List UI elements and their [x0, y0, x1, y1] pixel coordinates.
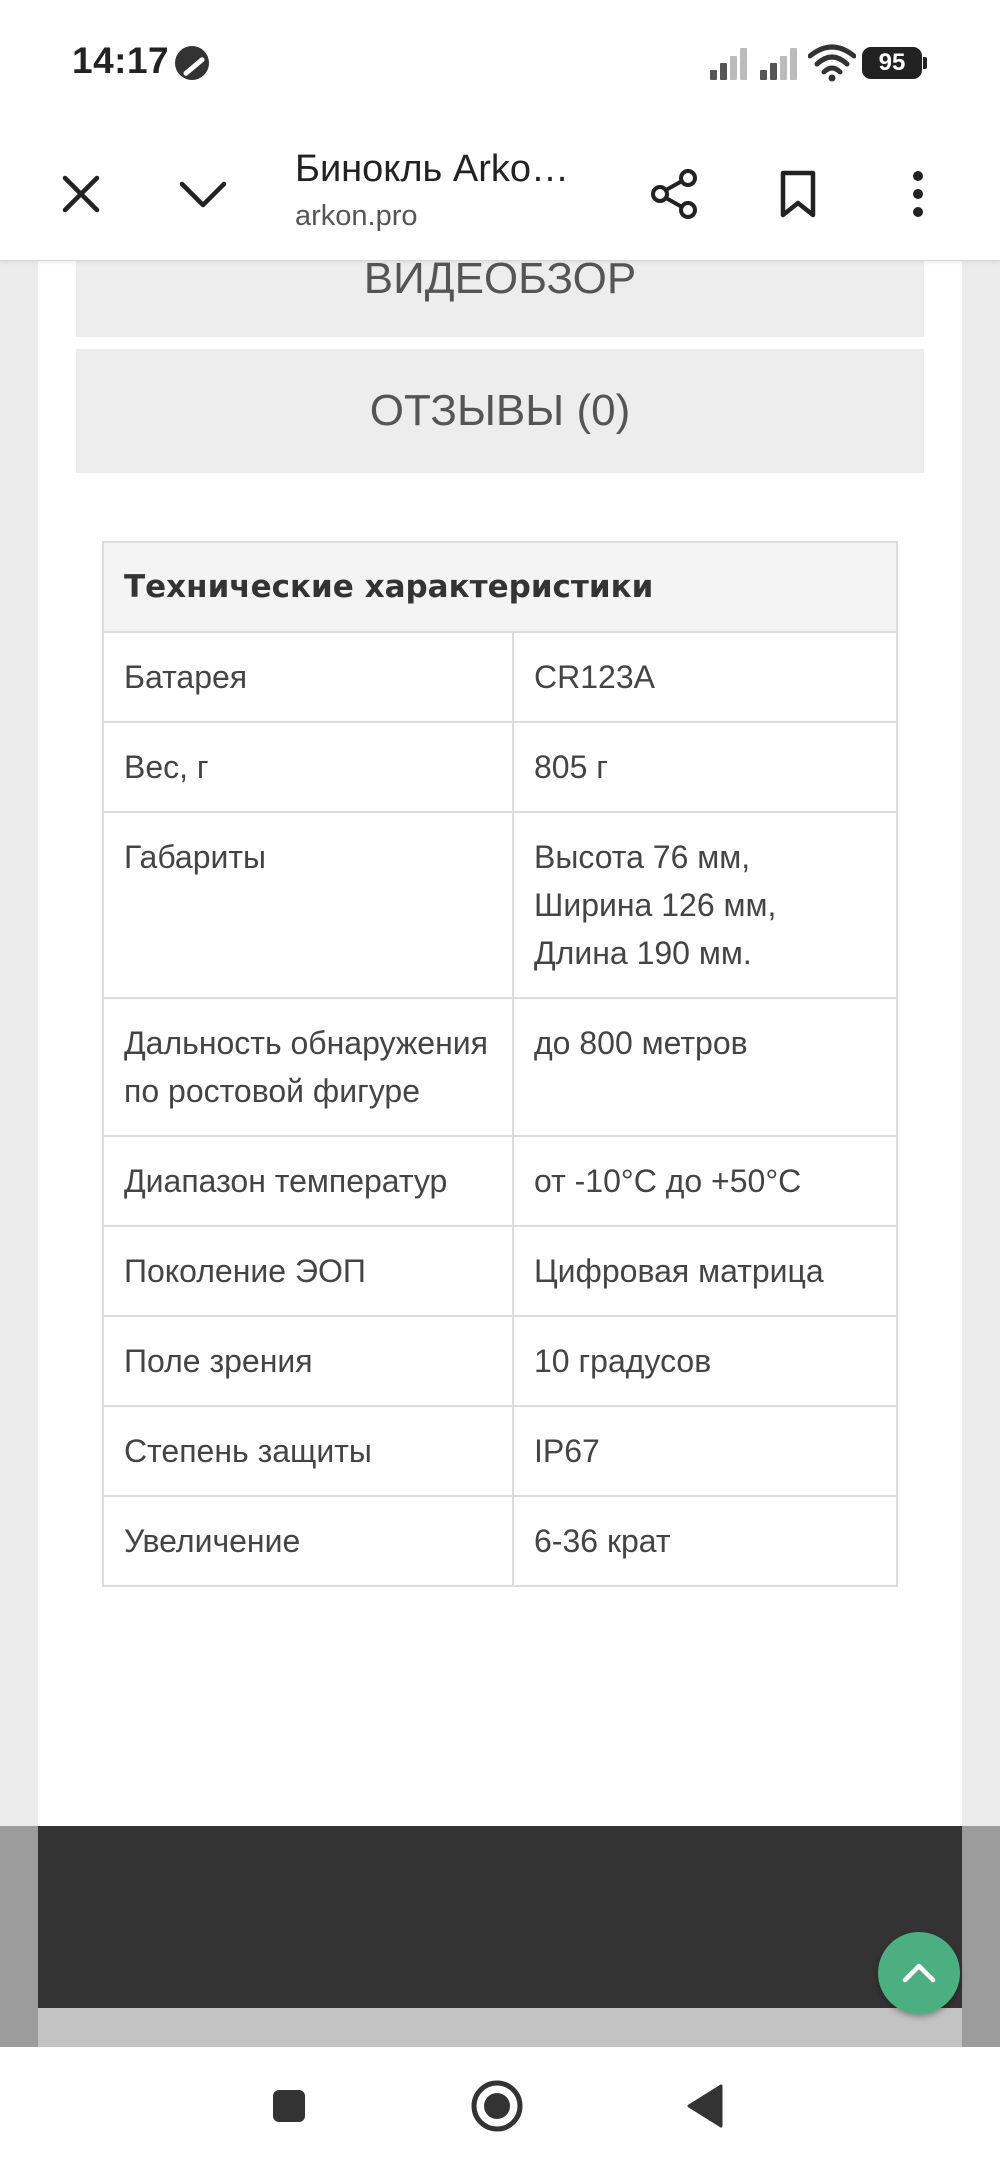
- table-row: [103, 998, 897, 1136]
- scroll-to-top-button[interactable]: [878, 1932, 960, 2014]
- table-row: [103, 1406, 897, 1496]
- table-row: [103, 722, 897, 812]
- share-icon[interactable]: [636, 156, 712, 232]
- signal-icon: [710, 46, 750, 80]
- accordion-reviews[interactable]: ОТЗЫВЫ (0): [76, 349, 924, 473]
- page-title[interactable]: Бинокль Arko…: [295, 148, 569, 190]
- status-time: 14:17: [72, 40, 170, 81]
- chevron-down-icon[interactable]: [165, 156, 241, 232]
- home-button[interactable]: [462, 2071, 532, 2141]
- back-triangle-icon: [685, 2083, 725, 2129]
- footer-side: [0, 1826, 38, 2047]
- spec-value: Высота 76 мм, Ширина 126 мм, Длина 190 мм.: [513, 812, 897, 998]
- spec-name: Дальность обнаружения по ростовой фигуре: [103, 998, 513, 1136]
- chevron-up-icon: [901, 1962, 937, 1984]
- bookmark-icon[interactable]: [760, 156, 836, 232]
- spec-name: Увеличение: [103, 1496, 513, 1586]
- spec-value: до 800 метров: [513, 998, 897, 1136]
- status-bar: [0, 0, 1000, 128]
- spec-value: 6-36 крат: [513, 1496, 897, 1586]
- page-url[interactable]: arkon.pro: [295, 200, 418, 232]
- spec-name: Поколение ЭОП: [103, 1226, 513, 1316]
- table-row: [103, 632, 897, 722]
- back-button[interactable]: [670, 2071, 740, 2141]
- web-content: [0, 261, 1000, 2047]
- table-row: [103, 1136, 897, 1226]
- specs-header-row: [103, 542, 897, 632]
- recents-button[interactable]: [254, 2071, 324, 2141]
- wifi-icon: [808, 44, 856, 82]
- spec-name: Вес, г: [103, 722, 513, 812]
- signal-icon: [760, 46, 800, 80]
- home-circle-icon: [470, 2079, 524, 2133]
- system-nav-bar: [0, 2047, 1000, 2165]
- spec-value: 805 г: [513, 722, 897, 812]
- spec-value: 10 градусов: [513, 1316, 897, 1406]
- square-icon: [271, 2088, 307, 2124]
- table-row: [103, 1496, 897, 1586]
- spec-value: IP67: [513, 1406, 897, 1496]
- more-vert-icon[interactable]: [880, 156, 956, 232]
- spec-name: Батарея: [103, 632, 513, 722]
- specs-header: Технические характеристики: [103, 542, 897, 632]
- accordion-video-review[interactable]: ВИДЕОБЗОР: [76, 261, 924, 337]
- dnd-icon: [175, 46, 209, 80]
- specs-table: [102, 541, 898, 1587]
- footer-side: [962, 1826, 1000, 2047]
- spec-name: Степень защиты: [103, 1406, 513, 1496]
- table-row: [103, 1226, 897, 1316]
- battery-icon: 95: [862, 47, 922, 79]
- spec-value: Цифровая матрица: [513, 1226, 897, 1316]
- spec-name: Поле зрения: [103, 1316, 513, 1406]
- table-row: [103, 1316, 897, 1406]
- spec-name: Габариты: [103, 812, 513, 998]
- browser-toolbar: [0, 128, 1000, 261]
- footer-strip: [38, 2008, 962, 2047]
- table-row: [103, 812, 897, 998]
- spec-value: от -10°С до +50°С: [513, 1136, 897, 1226]
- site-footer: [38, 1826, 962, 2008]
- spec-value: CR123A: [513, 632, 897, 722]
- spec-name: Диапазон температур: [103, 1136, 513, 1226]
- close-icon[interactable]: [43, 156, 119, 232]
